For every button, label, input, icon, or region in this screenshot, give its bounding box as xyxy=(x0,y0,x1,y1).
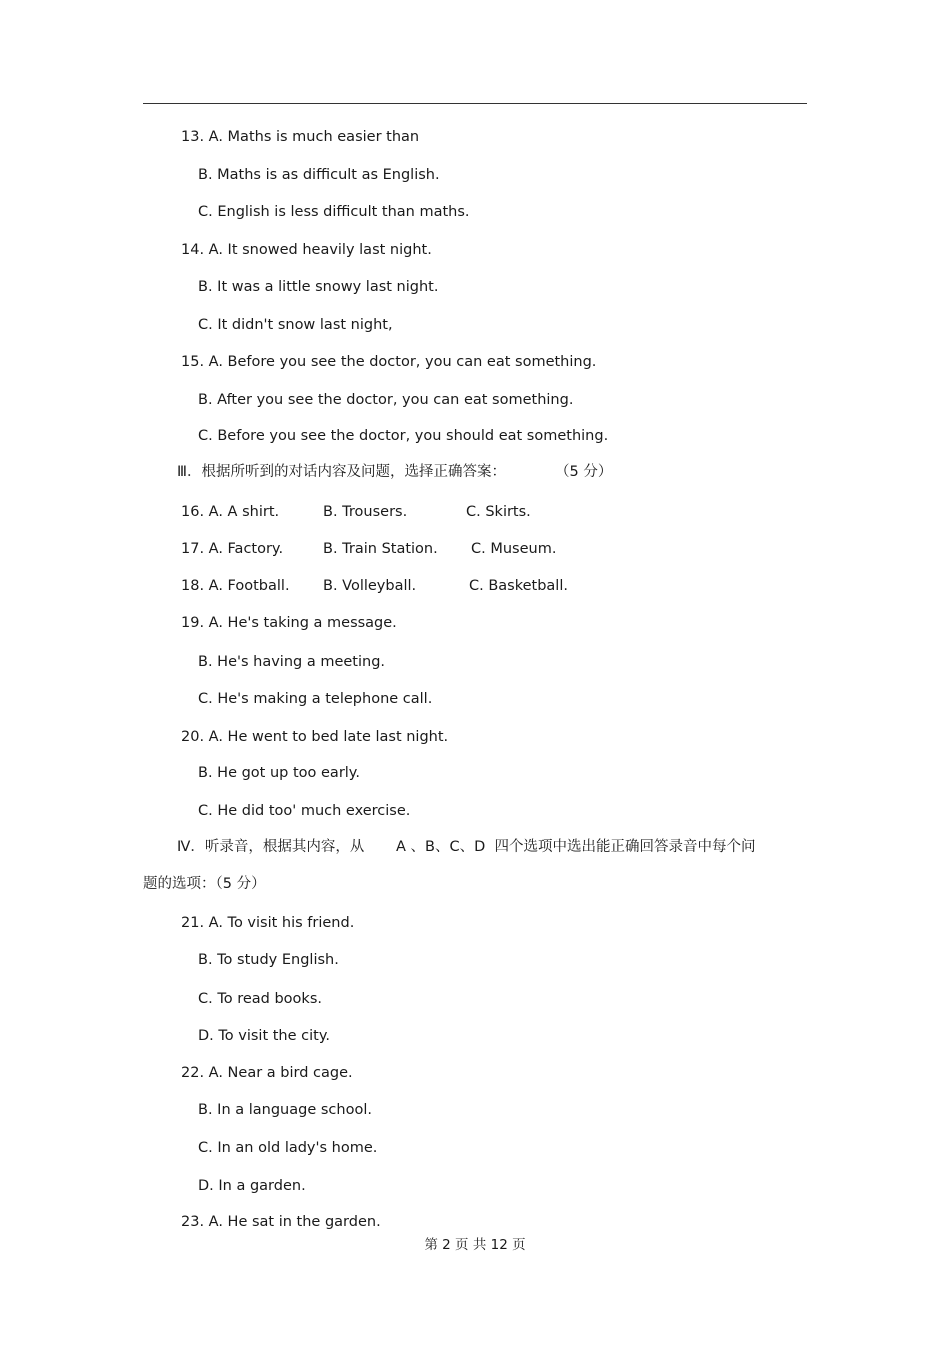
q20-option-b: B. He got up too early. xyxy=(198,765,360,781)
q16-option-b: B. Trousers. xyxy=(323,504,408,520)
section-4-title: Ⅳ．听录音，根据其内容，从 xyxy=(177,839,365,855)
q17-option-c: C. Museum. xyxy=(471,541,557,557)
header-rule xyxy=(143,103,807,104)
q14-option-b: B. It was a little snowy last night. xyxy=(198,279,439,295)
q13-option-c: C. English is less difficult than maths. xyxy=(198,204,470,220)
q18-option-c: C. Basketball. xyxy=(469,578,568,594)
q22-option-d: D. In a garden. xyxy=(198,1178,306,1194)
q16-option-a: 16. A. A shirt. xyxy=(181,504,280,520)
q21-option-d: D. To visit the city. xyxy=(198,1028,330,1044)
page-footer: 第 2 页 共 12 页 xyxy=(424,1237,526,1253)
q15-option-a: 15. A. Before you see the doctor, you can eat something. xyxy=(181,354,597,370)
section-4-title-wrap: 题的选项：（5 分） xyxy=(143,876,266,892)
q21-option-b: B. To study English. xyxy=(198,952,339,968)
q16-option-c: C. Skirts. xyxy=(466,504,531,520)
q13-option-b: B. Maths is as difficult as English. xyxy=(198,167,440,183)
section-3-score: （5 分） xyxy=(555,464,613,480)
q14-option-c: C. It didn't snow last night, xyxy=(198,317,393,333)
section-4-title-cont: A 、B、C、D 四个选项中选出能正确回答录音中每个问 xyxy=(396,839,756,855)
q19-option-b: B. He's having a meeting. xyxy=(198,654,386,670)
q20-option-a: 20. A. He went to bed late last night. xyxy=(181,729,449,745)
q20-option-c: C. He did too' much exercise. xyxy=(198,803,411,819)
q18-option-a: 18. A. Football. xyxy=(181,578,290,594)
q22-option-b: B. In a language school. xyxy=(198,1102,372,1118)
q23-option-a: 23. A. He sat in the garden. xyxy=(181,1214,381,1230)
q22-option-a: 22. A. Near a bird cage. xyxy=(181,1065,353,1081)
section-3-title: Ⅲ．根据所听到的对话内容及问题，选择正确答案： xyxy=(177,464,506,480)
q17-option-a: 17. A. Factory. xyxy=(181,541,284,557)
q18-option-b: B. Volleyball. xyxy=(323,578,417,594)
q15-option-c: C. Before you see the doctor, you should eat something. xyxy=(198,428,609,444)
q15-option-b: B. After you see the doctor, you can eat something. xyxy=(198,392,574,408)
q19-option-c: C. He's making a telephone call. xyxy=(198,691,433,707)
q21-option-a: 21. A. To visit his friend. xyxy=(181,915,355,931)
q14-option-a: 14. A. It snowed heavily last night. xyxy=(181,242,432,258)
q19-option-a: 19. A. He's taking a message. xyxy=(181,615,397,631)
q21-option-c: C. To read books. xyxy=(198,991,322,1007)
q13-option-a: 13. A. Maths is much easier than xyxy=(181,129,420,145)
q17-option-b: B. Train Station. xyxy=(323,541,438,557)
q22-option-c: C. In an old lady's home. xyxy=(198,1140,378,1156)
